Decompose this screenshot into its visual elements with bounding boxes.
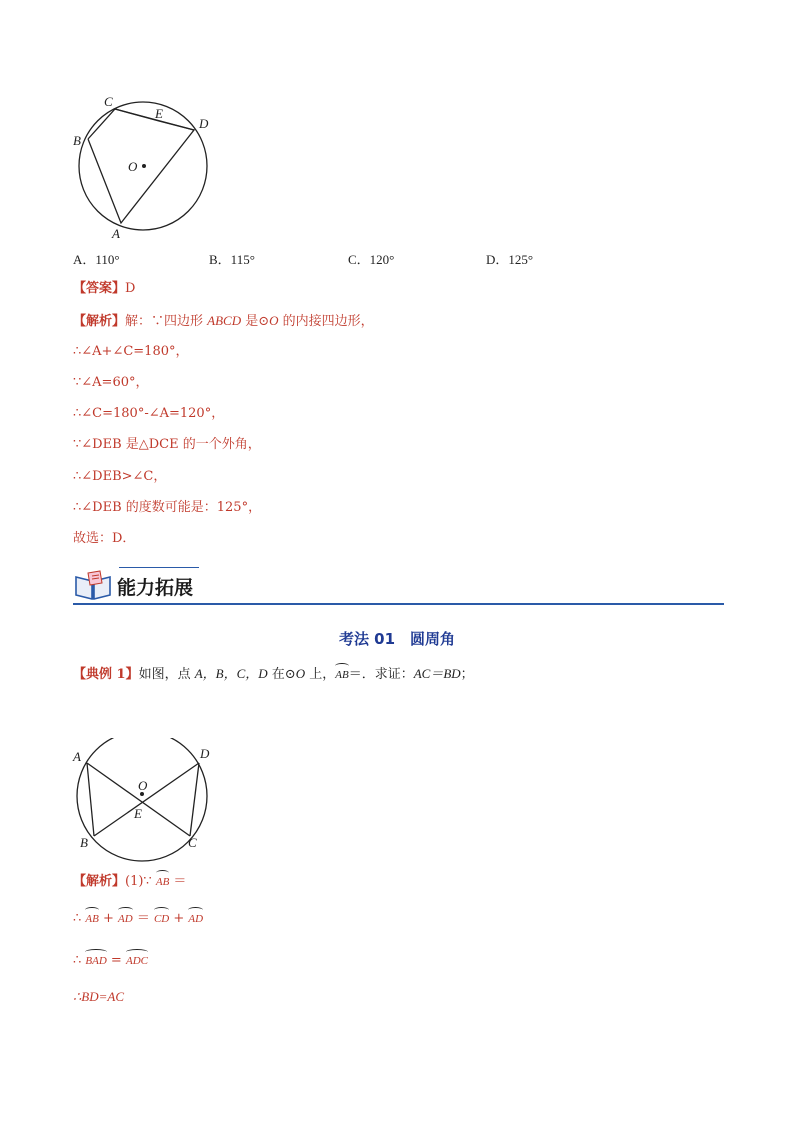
analysis-intro: 【解析】解：∵四边形 ABCD 是⊙O 的内接四边形， [73,313,374,329]
section-title: 能力拓展 [117,577,194,599]
arc-ab-mark: AB [335,666,348,684]
label-d2: D [200,746,210,761]
option-c: C．120° [348,252,395,267]
answer-bracket: 【答案】 [73,281,126,296]
analysis-step-4: ∵∠DEB 是△DCE 的一个外角， [73,437,261,452]
section-rule-top [119,567,199,568]
label-a2: A [73,749,81,764]
analysis-step-6: ∴∠DEB 的度数可能是：125°， [73,500,262,515]
label-c2: C [188,835,197,850]
chord-bd [94,763,199,836]
figure-circle-chords [66,738,226,868]
label-b2: B [80,835,88,850]
label-d: D [199,116,209,131]
figure-inscribed-quadrilateral [68,92,218,242]
analysis-step-1: ∴∠A+∠C=180°， [73,344,189,359]
analysis-step-3: ∴∠C=180°-∠A=120°， [73,406,225,421]
analysis2-line-1: 【解析】(1)∵ AB ＝ [73,874,187,889]
label-o: O [128,159,138,174]
chord-ac [87,763,190,836]
chord-dc [190,763,199,836]
label-a: A [112,226,120,241]
option-d: D．125° [486,252,534,267]
label-e2: E [134,806,142,821]
option-a: A．110° [73,252,120,267]
answer-value: D [125,281,136,296]
section-rule-bottom [73,603,724,605]
method-title: 考法 01 圆周角 [338,630,456,648]
chord-ab [87,763,94,836]
analysis2-line-4: ∴BD=AC [73,989,124,1004]
label-o2: O [138,778,148,793]
label-c: C [104,94,113,109]
option-b: B．115° [209,252,255,267]
analysis2-line-2: ∴ AB + AD ＝ CD + AD [73,911,204,926]
analysis2-line-3: ∴ BAD = ADC [73,953,148,968]
analysis-step-5: ∴∠DEB>∠C， [73,469,167,484]
label-b: B [73,133,81,148]
book-icon [74,569,112,601]
center-dot [142,164,146,168]
example-question: 【典例 1】如图，点 A，B，C，D 在⊙O 上，AB＝．求证：AC＝BD； [73,666,474,682]
analysis-conclusion: 故选：D． [73,531,136,546]
answer-line [73,280,135,298]
analysis-step-2: ∵∠A=60°， [73,375,149,390]
label-e: E [155,106,163,121]
